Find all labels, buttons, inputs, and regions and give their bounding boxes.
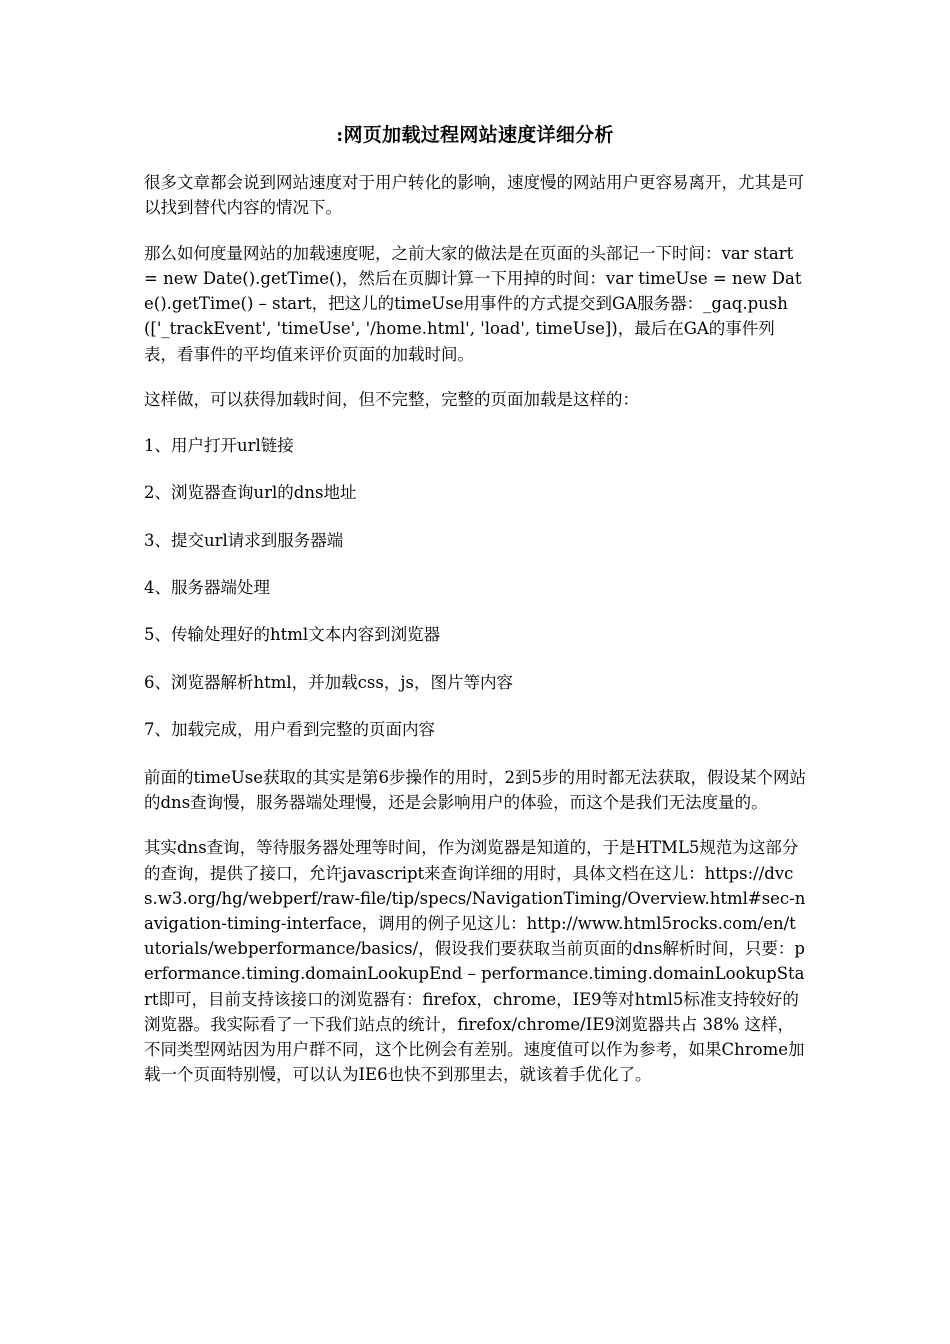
article-title: :网页加载过程网站速度详细分析 bbox=[336, 124, 614, 146]
paragraph-intro-3: 这样做，可以获得加载时间，但不完整，完整的页面加载是这样的： bbox=[144, 390, 639, 410]
list-item: 7、加载完成，用户看到完整的页面内容 bbox=[144, 720, 435, 740]
list-item: 3、提交url请求到服务器端 bbox=[144, 530, 344, 550]
paragraph-intro-2: 那么如何度量网站的加载速度呢，之前大家的做法是在页面的头部记一下时间：var start = new Date().getTime()，然后在页脚计算一下用掉的时间：var timeUse = new Date().getTime() – start，把这儿的timeUse用事件的方式提交到GA服务器：_gaq.push(['_trackEvent', 'timeUse', '/home.html', 'load', timeUse])，最后在GA的事件列表，看事件的平均值来评价页面的加载时间。 bbox=[144, 243, 802, 364]
list-item: 5、传输处理好的html文本内容到浏览器 bbox=[144, 625, 441, 645]
list-item: 1、用户打开url链接 bbox=[144, 435, 294, 455]
list-item: 2、浏览器查询url的dns地址 bbox=[144, 483, 357, 503]
list-item: 4、服务器端处理 bbox=[144, 577, 270, 597]
paragraph-intro-1: 很多文章都会说到网站速度对于用户转化的影响，速度慢的网站用户更容易离开，尤其是可以找到替代内容的情况下。 bbox=[144, 173, 804, 218]
article-body bbox=[144, 118, 806, 1108]
paragraph-outro-2: 其实dns查询，等待服务器处理等时间，作为浏览器是知道的，于是HTML5规范为这部分的查询，提供了接口，允许javascript来查询详细的用时，具体文档在这儿：https://dvcs.w3.org/hg/webperf/raw-file/tip/specs/NavigationTiming/Overview.html#sec-navigation-timing-interface，调用的例子见这儿：http://www.html5rocks.com/en/tutorials/webperformance/basics/，假设我们要获取当前页面的dns解析时间，只要：performance.timing.domainLookupEnd – performance.timing.domainLookupStart即可，目前支持该接口的浏览器有：firefox，chrome，IE9等对html5标准支持较好的浏览器。我实际看了一下我们站点的统计，firefox/chrome/IE9浏览器共占 38% 这样，不同类型网站因为用户群不同，这个比例会有差别。速度值可以作为参考，如果Chrome加载一个页面特别慢，可以认为IE6也快不到那里去，就该着手优化了。 bbox=[144, 838, 806, 1085]
paragraph-outro-1: 前面的timeUse获取的其实是第6步操作的用时，2到5步的用时都无法获取，假设某个网站的dns查询慢，服务器端处理慢，还是会影响用户的体验，而这个是我们无法度量的。 bbox=[144, 767, 806, 812]
list-item: 6、浏览器解析html，并加载css，js，图片等内容 bbox=[144, 672, 513, 692]
